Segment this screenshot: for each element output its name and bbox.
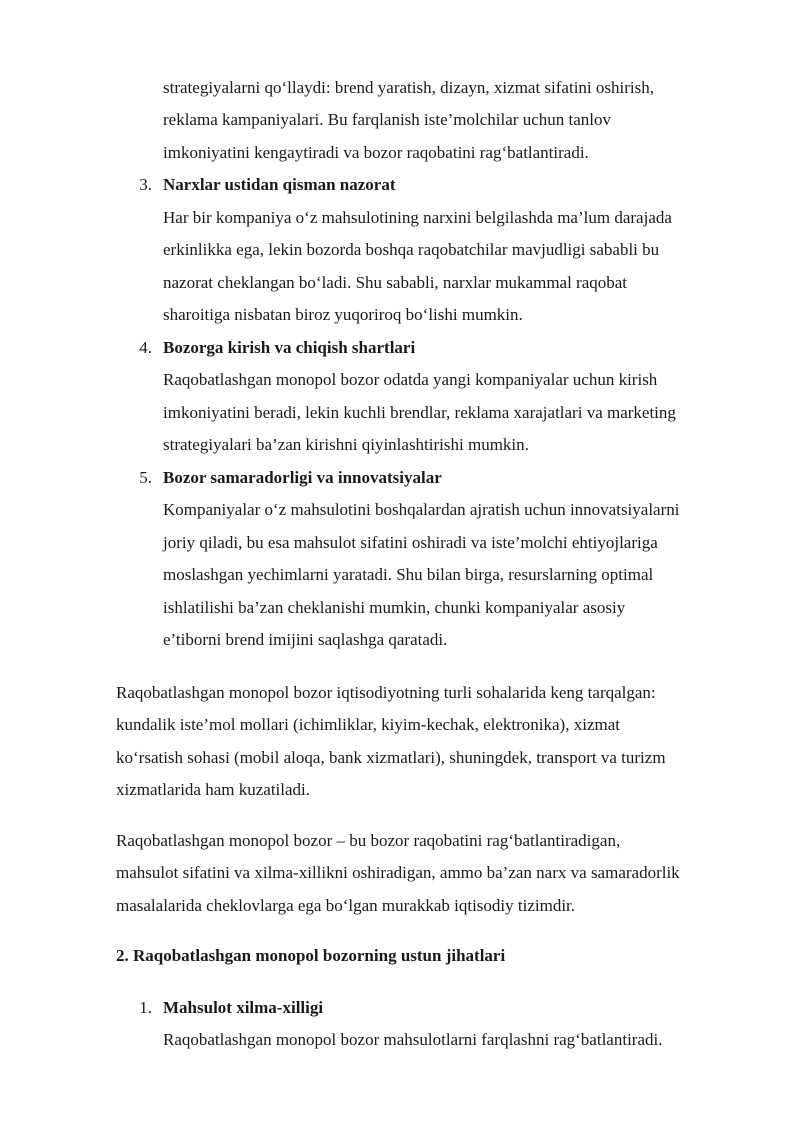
list-item-line: Raqobatlashgan monopol bozor odatda yangi kompaniyalar uchun kirish (163, 370, 658, 389)
list-item-line: ishlatilishi ba’zan cheklanishi mumkin, chunki kompaniyalar asosiy (163, 598, 626, 617)
list-item-number: 5. (139, 468, 152, 487)
list-item-line: joriy qiladi, bu esa mahsulot sifatini oshiradi va iste’molchi ehtiyojlariga (163, 533, 658, 552)
list-item-line: imkoniyatini beradi, lekin kuchli brendlar, reklama xarajatlari va marketing (163, 403, 676, 422)
list-item-line: moslashgan yechimlarni yaratadi. Shu bilan birga, resurslarning optimal (163, 565, 654, 584)
list-item-line: e’tiborni brend imijini saqlashga qaratadi. (163, 630, 448, 649)
paragraph-line: ko‘rsatish sohasi (mobil aloqa, bank xizmatlari), shuningdek, transport va turizm (116, 748, 666, 767)
list-item-title: Narxlar ustidan qisman nazorat (163, 175, 396, 194)
list-item-line: Kompaniyalar o‘z mahsulotini boshqalardan ajratish uchun innovatsiyalarni (163, 500, 680, 519)
paragraph-line: Raqobatlashgan monopol bozor iqtisodiyotning turli sohalarida keng tarqalgan: (116, 683, 656, 702)
list-item-line: sharoitiga nisbatan biroz yuqoriroq bo‘lishi mumkin. (163, 305, 523, 324)
paragraph-line: mahsulot sifatini va xilma-xillikni oshiradigan, ammo ba’zan narx va samaradorlik (116, 863, 680, 882)
list-item-number: 4. (139, 338, 152, 357)
continuation-line: strategiyalarni qo‘llaydi: brend yaratish, dizayn, xizmat sifatini oshirish, (163, 78, 654, 97)
list-item-number: 1. (139, 998, 152, 1017)
list-item-line: Har bir kompaniya o‘z mahsulotining narxini belgilashda ma’lum darajada (163, 208, 672, 227)
paragraph-line: masalalarida cheklovlarga ega bo‘lgan murakkab iqtisodiy tizimdir. (116, 896, 576, 915)
list-item-line: nazorat cheklangan bo‘ladi. Shu sababli, narxlar mukammal raqobat (163, 273, 628, 292)
list-item-number: 3. (139, 175, 152, 194)
list-item-line: Raqobatlashgan monopol bozor mahsulotlarni farqlashni rag‘batlantiradi. (163, 1030, 663, 1049)
list-item-line: strategiyalari ba’zan kirishni qiyinlashtirishi mumkin. (163, 435, 529, 454)
continuation-line: reklama kampaniyalari. Bu farqlanish iste’molchilar uchun tanlov (163, 110, 611, 129)
list-item-line: erkinlikka ega, lekin bozorda boshqa raqobatchilar mavjudligi sababli bu (163, 240, 660, 259)
paragraph-line: Raqobatlashgan monopol bozor – bu bozor raqobatini rag‘batlantiradigan, (116, 831, 621, 850)
list-item-title: Bozorga kirish va chiqish shartlari (163, 338, 416, 357)
paragraph-line: kundalik iste’mol mollari (ichimliklar, kiyim-kechak, elektronika), xizmat (116, 715, 620, 734)
continuation-line: imkoniyatini kengaytiradi va bozor raqobatini rag‘batlantiradi. (163, 143, 589, 162)
section-heading: 2. Raqobatlashgan monopol bozorning ustun jihatlari (116, 946, 506, 965)
paragraph-line: xizmatlarida ham kuzatiladi. (116, 780, 311, 799)
list-item-title: Mahsulot xilma-xilligi (163, 998, 324, 1017)
list-item-title: Bozor samaradorligi va innovatsiyalar (163, 468, 442, 487)
